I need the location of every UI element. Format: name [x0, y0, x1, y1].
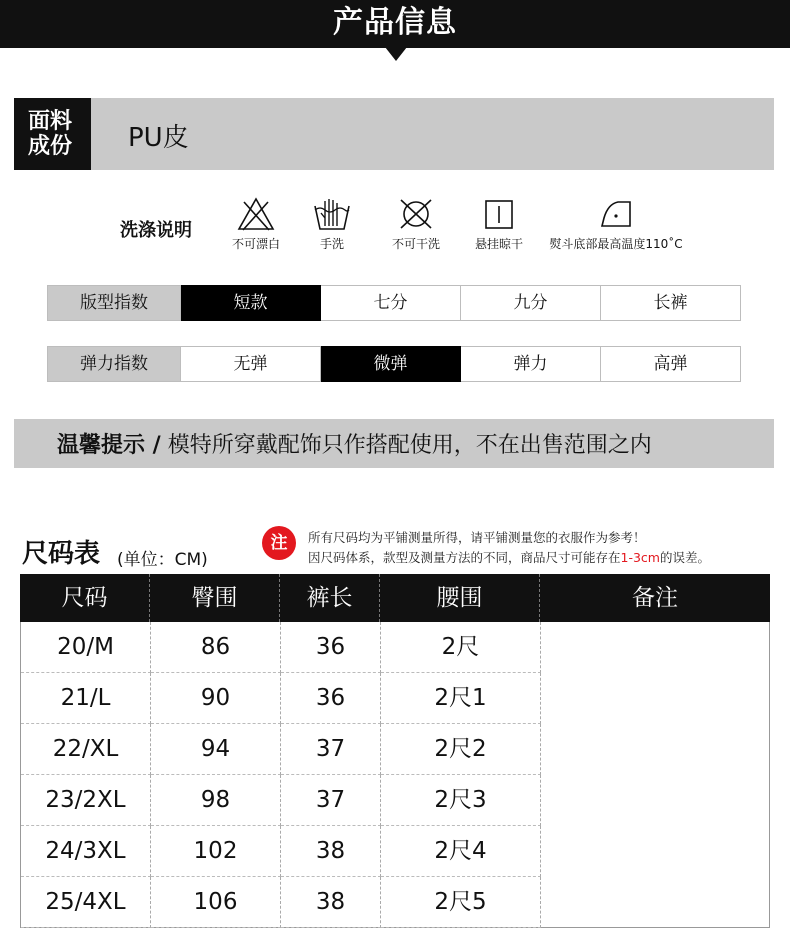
wash-label: 不可干洗	[391, 237, 440, 251]
wash-item-no-bleach	[226, 196, 286, 252]
wash-title: 洗涤说明	[120, 220, 192, 241]
cell-length: 37	[281, 775, 381, 826]
size-table	[20, 574, 770, 928]
page-title: 产品信息	[333, 5, 457, 40]
elastic-option-high: 高弹	[601, 346, 741, 382]
cell-hip: 86	[151, 622, 281, 673]
wash-item-iron	[541, 196, 691, 252]
cell-waist: 2尺3	[381, 775, 541, 826]
cell-hip: 90	[151, 673, 281, 724]
size-table-header	[20, 574, 770, 622]
column-header-length: 裤长	[280, 574, 380, 622]
column-header-size: 尺码	[20, 574, 150, 622]
wash-item-no-dry-clean	[386, 196, 446, 252]
cell-waist: 2尺4	[381, 826, 541, 877]
fit-option-short: 短款	[181, 285, 321, 321]
wash-label: 悬挂晾干	[474, 237, 523, 251]
cell-length: 37	[281, 724, 381, 775]
cell-size: 25/4XL	[21, 877, 151, 928]
fit-index-row	[47, 285, 741, 321]
fit-option-long: 长裤	[601, 285, 741, 321]
no-bleach-icon	[236, 196, 276, 232]
cell-hip: 102	[151, 826, 281, 877]
elastic-option-elastic: 弹力	[461, 346, 601, 382]
tip-text	[57, 428, 652, 459]
cell-waist: 2尺	[381, 622, 541, 673]
column-header-hip: 臀围	[150, 574, 280, 622]
fabric-label-line1: 面料	[28, 109, 73, 134]
note-line2-post: 的误差。	[659, 550, 710, 565]
no-dry-clean-icon	[396, 196, 436, 232]
note-line2-highlight: 1-3cm	[620, 550, 660, 565]
size-chart-title: 尺码表	[22, 539, 101, 569]
hand-wash-icon	[312, 196, 352, 232]
column-header-remark: 备注	[632, 585, 678, 611]
cell-size: 22/XL	[21, 724, 151, 775]
note-line2	[308, 548, 710, 566]
elastic-option-none: 无弹	[181, 346, 321, 382]
header-pointer-arrow	[385, 47, 407, 61]
cell-hip: 98	[151, 775, 281, 826]
cell-size: 20/M	[21, 622, 151, 673]
wash-label: 手洗	[319, 237, 344, 251]
wash-item-hand-wash	[307, 196, 357, 252]
elastic-option-slight: 微弹	[321, 346, 461, 382]
cell-hip: 106	[151, 877, 281, 928]
fabric-label-line2: 成份	[28, 134, 73, 159]
cell-waist: 2尺1	[381, 673, 541, 724]
fabric-label	[14, 98, 91, 170]
cell-length: 38	[281, 877, 381, 928]
note-line1: 所有尺码均为平铺测量所得，请平铺测量您的衣服作为参考！	[308, 530, 646, 545]
fit-index-label: 版型指数	[47, 285, 181, 321]
wash-label: 不可漂白	[231, 237, 280, 251]
note-line2-pre: 因尺码体系，款型及测量方法的不同，商品尺寸可能存在	[308, 550, 621, 565]
wash-label: 熨斗底部最高温度110˚C	[549, 237, 683, 251]
cell-length: 36	[281, 673, 381, 724]
note-badge: 注	[262, 526, 296, 560]
hang-dry-icon	[479, 196, 519, 232]
cell-hip: 94	[151, 724, 281, 775]
remark-cell	[541, 622, 770, 927]
size-chart-unit: (单位：CM)	[117, 550, 208, 570]
cell-length: 36	[281, 622, 381, 673]
iron-icon	[596, 196, 636, 232]
size-table-body	[20, 622, 770, 928]
cell-waist: 2尺2	[381, 724, 541, 775]
cell-size: 23/2XL	[21, 775, 151, 826]
fit-option-seven-tenths: 七分	[321, 285, 461, 321]
cell-length: 38	[281, 826, 381, 877]
tip-heading: 温馨提示 /	[57, 433, 161, 458]
fabric-value: PU皮	[128, 123, 189, 153]
elastic-index-label: 弹力指数	[47, 346, 181, 382]
wash-item-hang-dry	[469, 196, 529, 252]
column-header-waist: 腰围	[380, 574, 540, 622]
cell-waist: 2尺5	[381, 877, 541, 928]
cell-size: 24/3XL	[21, 826, 151, 877]
fit-option-nine-tenths: 九分	[461, 285, 601, 321]
tip-body: 模特所穿戴配饰只作搭配使用，不在出售范围之内	[160, 433, 652, 458]
cell-size: 21/L	[21, 673, 151, 724]
elastic-index-row	[47, 346, 741, 382]
